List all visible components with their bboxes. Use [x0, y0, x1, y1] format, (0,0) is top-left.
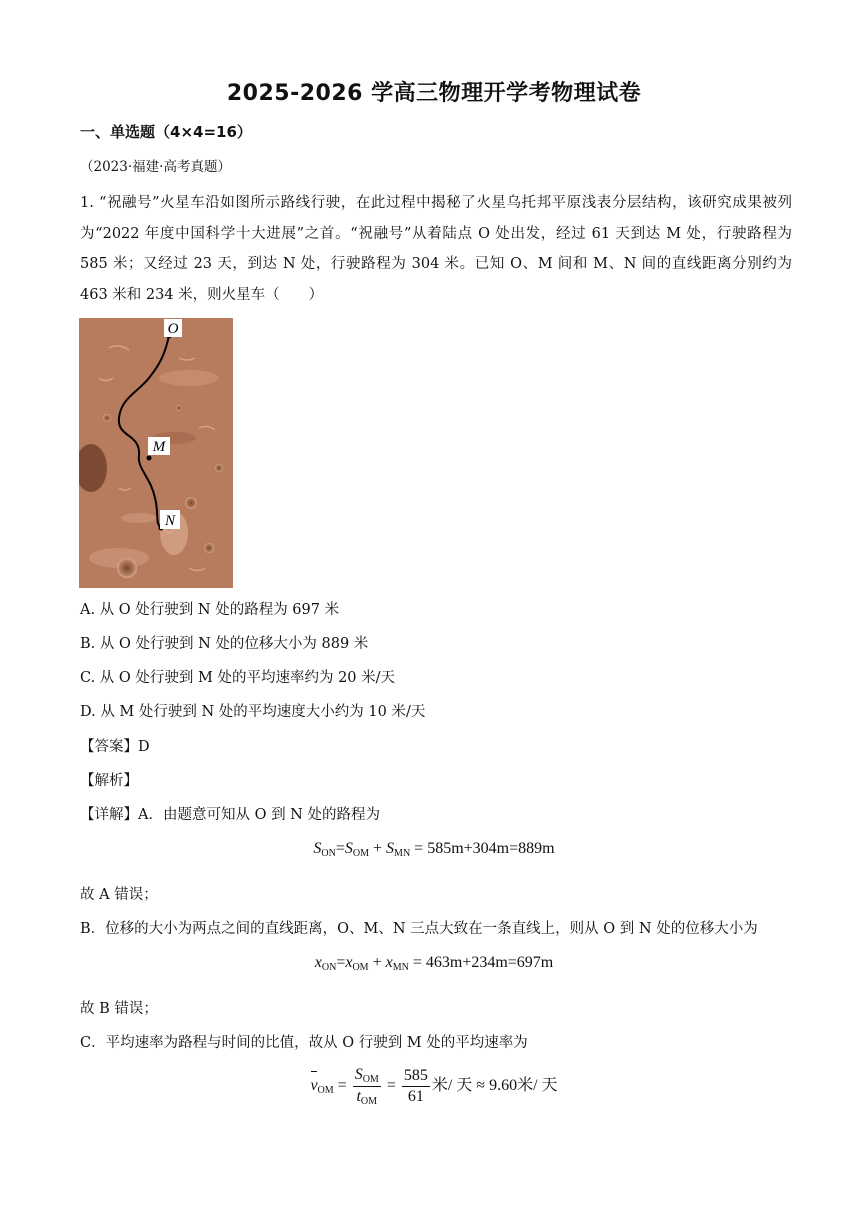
fraction-585-over-61: $\frac{585}{61}$: [403, 1067, 428, 1105]
detail-b-text: B．位移的大小为两点之间的直线距离，O、M、N 三点大致在一条直线上，则从 O 到 N 处的位移大小为: [80, 921, 758, 937]
option-d: D. 从 M 处行驶到 N 处的平均速度大小约为 10 米/天: [80, 704, 426, 720]
option-c: C. 从 O 处行驶到 M 处的平均速率约为 20 米/天: [80, 670, 396, 686]
page-title: 2025-2026 学高三物理开学考物理试卷: [226, 81, 642, 106]
fraction-s-over-t: $\frac{S_{OM}}{t_{OM}}$: [354, 1066, 379, 1107]
label-n: N: [164, 513, 176, 529]
question-text: 1. “祝融号”火星车沿如图所示路线行驶，在此过程中揭秘了火星乌托邦平原浅表分层结构，该研究成果被列为“2022 年度中国科学十大进展”之首。“祝融号”从着陆点 O 处出发，经过 61 天到达 M 处，行驶路程为 585 米；又经过 23 天，到达 N 处，行驶路程为 304 米。已知 O、M 间和 M、N 间的直线距离分别约为 463 米和 234 米，则火星车（ ）: [80, 195, 792, 303]
conclusion-a: 故 A 错误；: [80, 887, 158, 903]
section-heading: 一、单选题（4×4=16）: [80, 123, 252, 141]
option-b: B. 从 O 处行驶到 N 处的位移大小为 889 米: [80, 636, 369, 652]
detail-c-text: C．平均速率为路程与时间的比值，故从 O 行驶到 M 处的平均速率为: [80, 1035, 528, 1051]
label-o: O: [167, 321, 179, 337]
mars-route-figure: [79, 318, 233, 588]
answer-line: 【答案】D: [80, 739, 150, 755]
option-a: A. 从 O 处行驶到 N 处的路程为 697 米: [80, 602, 340, 618]
formula-average-speed: $v_{OM}$ = $\frac{S_{OM}}{t_{OM}}$ = $\frac{585}{61}$ 米/ 天 ≈ 9.60米/ 天: [310, 1066, 558, 1107]
question-source: （2023·福建·高考真题）: [80, 159, 231, 175]
analysis-heading: 【解析】: [80, 773, 138, 789]
conclusion-b: 故 B 错误；: [80, 1001, 158, 1017]
detail-a-text: 【详解】A．由题意可知从 O 到 N 处的路程为: [80, 807, 380, 823]
formula-path-length: $S_{ON}=S_{OM} + S_{MN} = 585m+304m=889m$: [313, 840, 555, 859]
formula-displacement: $x_{ON}=x_{OM} + x_{MN} = 463m+234m=697m$: [314, 954, 554, 973]
point-m-marker: [147, 456, 152, 461]
label-m: M: [152, 439, 166, 455]
